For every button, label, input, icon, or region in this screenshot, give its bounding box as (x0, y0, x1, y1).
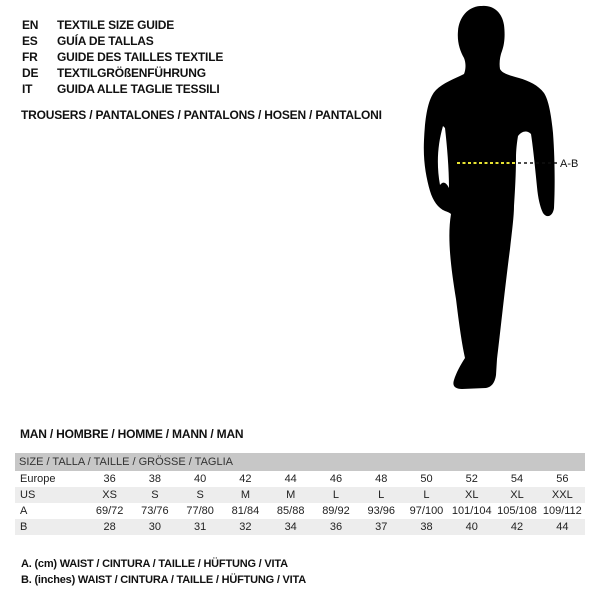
language-row-fr (22, 49, 223, 65)
language-text: GUÍA DE TALLAS (57, 34, 154, 48)
language-code: IT (22, 82, 33, 96)
size-cell: 81/84 (231, 505, 260, 517)
language-row-it (22, 81, 223, 97)
size-cell: 37 (375, 521, 388, 533)
size-cell: 77/80 (186, 505, 214, 517)
size-cell: 56 (556, 473, 569, 485)
size-cell: 69/72 (95, 505, 124, 517)
row-label: US (20, 489, 36, 501)
size-cell: 36 (103, 473, 116, 485)
size-cell: 101/104 (451, 505, 492, 517)
language-text: GUIDE DES TAILLES TEXTILE (57, 50, 224, 64)
size-cell: S (196, 489, 204, 501)
table-row (15, 519, 585, 535)
size-cell: 89/92 (322, 505, 350, 517)
size-cell: 40 (194, 473, 207, 485)
size-cell: 31 (194, 521, 207, 533)
language-code: ES (22, 34, 38, 48)
table-row (15, 471, 585, 487)
language-row-de (22, 65, 223, 81)
size-cell: 93/96 (367, 505, 395, 517)
size-cell: 36 (329, 521, 343, 533)
language-row-en (22, 17, 223, 33)
size-cell: L (332, 489, 340, 501)
size-cell: 44 (284, 473, 297, 485)
size-table-header: SIZE / TALLA / TAILLE / GRÖSSE / TAGLIA (15, 453, 585, 471)
size-cell: 105/108 (497, 505, 537, 517)
size-cell: XL (510, 489, 524, 501)
size-cell: M (240, 489, 251, 501)
size-cell: 32 (239, 521, 252, 533)
size-cell: 38 (148, 473, 162, 485)
language-text: TEXTILGRÖßENFÜHRUNG (57, 66, 206, 80)
language-code: DE (22, 66, 39, 80)
size-cell: M (286, 489, 296, 501)
size-cell: 40 (465, 521, 478, 533)
note-a: A. (cm) WAIST / CINTURA / TAILLE / HÜFTUNG / VITA (21, 558, 288, 570)
size-cell: XS (102, 489, 117, 501)
table-row (15, 487, 585, 503)
language-code: EN (22, 18, 39, 32)
size-cell: 54 (510, 473, 524, 485)
man-figure-svg (400, 0, 600, 400)
category-title: TROUSERS / PANTALONES / PANTALONS / HOSEN / PANTALONI (21, 108, 382, 122)
row-label: B (20, 521, 28, 533)
size-cell: 42 (239, 473, 252, 485)
size-cell: 30 (148, 521, 162, 533)
size-cell: 44 (556, 521, 569, 533)
size-cell: 38 (420, 521, 433, 533)
language-code: FR (22, 50, 38, 64)
size-cell: 109/112 (542, 505, 582, 517)
size-cell: 48 (375, 473, 388, 485)
size-table-body (15, 471, 585, 535)
size-cell: 97/100 (409, 505, 444, 517)
measurement-notes (21, 556, 306, 588)
note-b: B. (inches) WAIST / CINTURA / TAILLE / HÜFTUNG / VITA (21, 574, 306, 586)
measure-label: A-B (560, 158, 579, 170)
size-cell: XXL (551, 489, 573, 501)
language-text: GUIDA ALLE TAGLIE TESSILI (57, 82, 220, 96)
size-cell: S (151, 489, 159, 501)
language-list (22, 17, 223, 97)
size-table (15, 453, 585, 535)
row-label: Europe (20, 473, 56, 485)
size-cell: 34 (284, 521, 297, 533)
size-cell: L (378, 489, 385, 501)
size-cell: 28 (103, 521, 116, 533)
size-cell: 42 (510, 521, 524, 533)
language-text: TEXTILE SIZE GUIDE (57, 18, 175, 32)
size-cell: L (423, 489, 430, 501)
size-table-header-row (15, 453, 585, 471)
figure-area (400, 0, 600, 400)
gender-title: MAN / HOMBRE / HOMME / MANN / MAN (20, 427, 244, 441)
size-cell: 50 (420, 473, 433, 485)
size-cell: XL (465, 489, 479, 501)
row-label: A (20, 505, 28, 517)
man-silhouette (424, 6, 555, 389)
table-row (15, 503, 585, 519)
size-cell: 73/76 (141, 505, 169, 517)
size-cell: 85/88 (276, 505, 305, 517)
language-row-es (22, 33, 223, 49)
size-cell: 52 (465, 473, 478, 485)
size-cell: 46 (329, 473, 343, 485)
